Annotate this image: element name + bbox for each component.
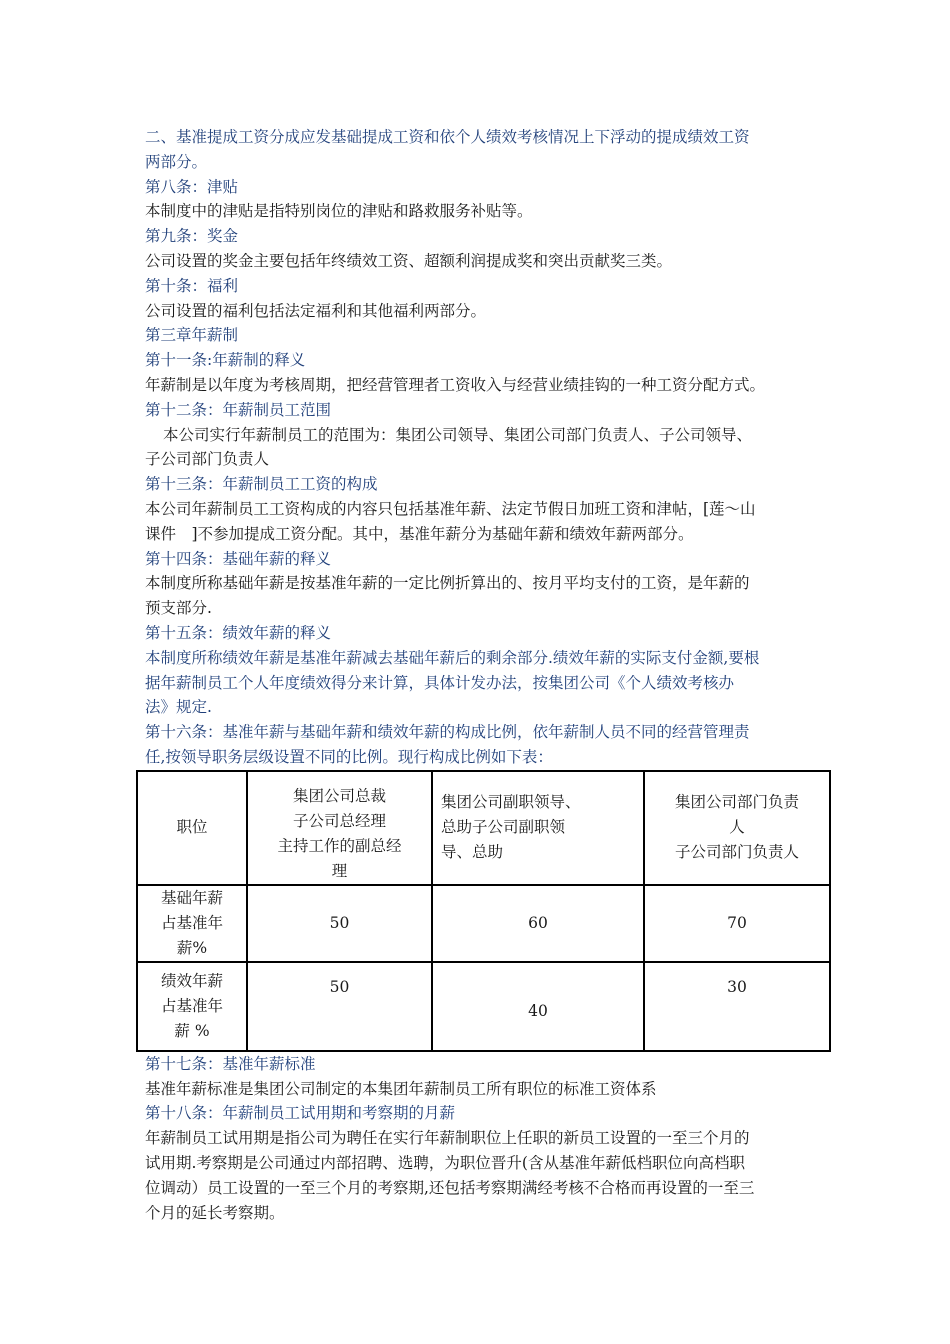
paragraph-line: 位调动）员工设置的一至三个月的考察期,还包括考察期满经考核不合格而再设置的一至三 (145, 1178, 755, 1197)
paragraph-line: 年薪制员工试用期是指公司为聘任在实行年薪制职位上任职的新员工设置的一至三个月的 (145, 1129, 750, 1148)
paragraph-line: 年薪制是以年度为考核周期，把经营管理者工资收入与经营业绩挂钩的一种工资分配方式。 (145, 375, 766, 394)
paragraph-line: 第十八条：年薪制员工试用期和考察期的月薪 (145, 1104, 456, 1123)
paragraph-line: 第十一条:年薪制的释义 (145, 351, 306, 370)
paragraph-line: 本公司实行年薪制员工的范围为：集团公司领导、集团公司部门负责人、子公司领导、 (163, 425, 753, 444)
table-row (137, 885, 830, 962)
text-block-before-table (145, 125, 817, 770)
table-row (137, 962, 830, 1051)
table-cell: 50 (247, 962, 432, 1051)
table-cell: 70 (644, 885, 830, 962)
paragraph-line: 本公司年薪制员工工资构成的内容只包括基准年薪、法定节假日加班工资和津帖，[莲～山 (145, 499, 756, 518)
header-cell-deputy-group: 集团公司副职领导、 总助子公司副职领 导、总助 (432, 771, 644, 885)
header-cell-position: 职位 (137, 771, 247, 885)
document-body (145, 125, 817, 1225)
paragraph-line: 预支部分. (145, 599, 212, 618)
paragraph-line: 课件 ]不参加提成工资分配。其中，基准年薪分为基础年薪和绩效年薪两部分。 (145, 524, 694, 543)
paragraph-line: 本制度中的津贴是指特别岗位的津贴和路救服务补贴等。 (145, 202, 533, 221)
table-header-row (137, 771, 830, 885)
paragraph-line: 二、基准提成工资分成应发基础提成工资和依个人绩效考核情况上下浮动的提成绩效工资 (145, 128, 750, 146)
paragraph-line: 第十五条：绩效年薪的释义 (145, 623, 332, 642)
text-block-after-table (145, 1052, 817, 1226)
paragraph-line: 任,按领导职务层级设置不同的比例。现行构成比例如下表： (145, 747, 553, 766)
paragraph-line: 子公司部门负责人 (145, 450, 270, 469)
paragraph-line: 公司设置的福利包括法定福利和其他福利两部分。 (145, 301, 487, 320)
paragraph-line: 公司设置的奖金主要包括年终绩效工资、超额利润提成奖和突出贡献奖三类。 (145, 251, 673, 270)
paragraph-line: 第十六条：基准年薪与基础年薪和绩效年薪的构成比例，依年薪制人员不同的经营管理责 (145, 723, 750, 742)
paragraph-line: 第十条：福利 (145, 276, 239, 295)
paragraph-line: 本制度所称绩效年薪是基准年薪减去基础年薪后的剩余部分.绩效年薪的实际支付金额,要根 (145, 648, 760, 667)
header-cell-department-head-group: 集团公司部门负责 人 子公司部门负责人 (644, 771, 830, 885)
paragraph-line: 第十七条：基准年薪标准 (145, 1054, 316, 1073)
row-label-performance-salary: 绩效年薪 占基准年 薪 % (137, 962, 247, 1051)
paragraph-line: 试用期.考察期是公司通过内部招聘、选聘，为职位晋升(含从基准年薪低档职位向高档职 (145, 1153, 745, 1172)
paragraph-line: 第十二条：年薪制员工范围 (145, 400, 332, 419)
salary-ratio-table (136, 770, 831, 1052)
paragraph-line: 本制度所称基础年薪是按基准年薪的一定比例折算出的、按月平均支付的工资，是年薪的 (145, 574, 750, 593)
paragraph-line: 两部分。 (145, 152, 208, 171)
table-cell: 40 (432, 962, 644, 1051)
paragraph-line: 第三章年薪制 (145, 326, 239, 345)
paragraph-line: 第八条：津贴 (145, 177, 239, 196)
paragraph-line: 基准年薪标准是集团公司制定的本集团年薪制员工所有职位的标准工资体系 (145, 1079, 657, 1098)
paragraph-line: 个月的延长考察期。 (145, 1203, 285, 1222)
table-cell: 50 (247, 885, 432, 962)
paragraph-line: 法》规定. (145, 698, 212, 717)
paragraph-line: 据年薪制员工个人年度绩效得分来计算，具体计发办法，按集团公司《个人绩效考核办 (145, 673, 735, 692)
paragraph-line: 第十四条：基础年薪的释义 (145, 549, 332, 568)
table-cell: 30 (644, 962, 830, 1051)
row-label-base-salary: 基础年薪 占基准年 薪% (137, 885, 247, 962)
header-cell-president-group: 集团公司总裁 子公司总经理 主持工作的副总经 理 (247, 771, 432, 885)
table-cell: 60 (432, 885, 644, 962)
paragraph-line: 第九条：奖金 (145, 227, 239, 246)
paragraph-line: 第十三条：年薪制员工工资的构成 (145, 475, 378, 494)
